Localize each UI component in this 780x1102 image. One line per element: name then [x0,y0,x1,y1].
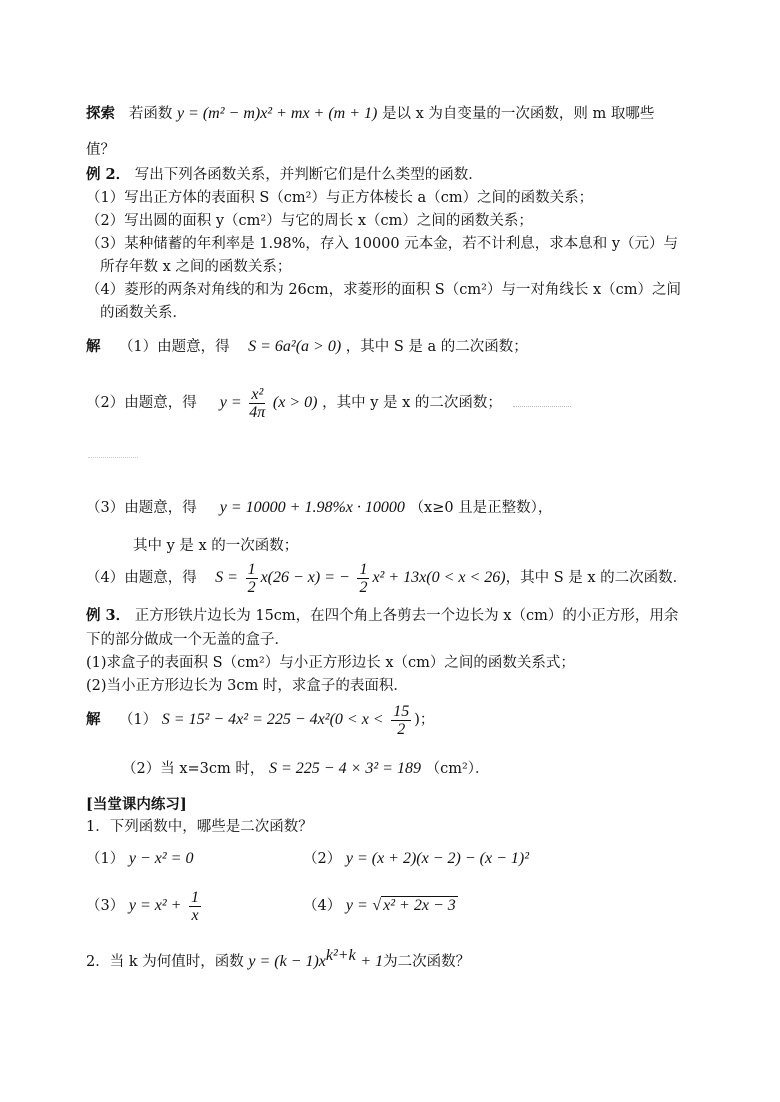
sol2-s4-tail: ，其中 S 是 x 的二次函数． [505,570,688,586]
practice-q2-a: 2．当 k 为何值时，函数 [86,953,244,970]
sol3-line1 [86,702,434,738]
option-4-formula: y = [345,897,368,914]
option-4 [303,896,458,916]
sol2-s3-cond: （x≥0 且是正整数）， [409,500,553,516]
sol2-s2-fraction [249,386,265,421]
sol2-s2-cond: (x > 0) [272,394,318,411]
ex2-intro: 写出下列各函数关系，并判断它们是什么类型的函数． [134,167,483,183]
practice-q2-exponent: k²+k [325,947,356,964]
sol2-s3-formula: y = 10000 + 1.98%x · 10000 [219,499,405,516]
practice-q2-c: 为二次函数？ [383,953,471,970]
option-3-num: 1 [191,888,200,906]
explore-line [86,104,654,124]
dotted-rule [88,457,138,458]
option-4-label: （4） [303,898,342,914]
ex3-line1 [86,606,678,626]
sol3-s1-num: 15 [393,702,410,720]
half-den-b: 2 [359,578,368,596]
half-num-b: 1 [359,560,368,578]
explore-formula: y = (m² − m)x² + mx + (m + 1) [176,105,378,122]
half-fraction-b [357,561,369,596]
practice-q2 [86,946,470,972]
option-3-formula: y = x² + [128,897,182,914]
sol2-s4-S: S = [215,569,238,586]
option-3-fraction [189,889,201,924]
practice-q2-formula: y = (k − 1)x [248,952,326,970]
explore-text-c: 值？ [86,142,115,158]
ex2-q3a: （3）某种储蓄的年利率是 1.98%，存入 10000 元本金，若不计利息，求本息和 y（元）与 [86,236,679,252]
option-1-label: （1） [86,851,125,867]
sol2-s1-tail: ，其中 S 是 a 的二次函数； [345,339,528,355]
ex3-l1: 正方形铁片边长为 15cm，在四个角上各剪去一个边长为 x（cm）的小正方形，用余 [134,608,679,624]
sol2-s2-y: y = [219,394,242,411]
sol3-s1-fraction [391,703,411,738]
sol3-s1-den: 2 [397,720,406,738]
sol2-line2 [86,385,571,421]
sol2-s4-mid: x(26 − x) = − [260,569,350,586]
option-1 [86,849,193,869]
ex3-q1: (1)求盒子的表面积 S（cm²）与小正方形边长 x（cm）之间的函数关系式； [86,655,575,671]
sqrt-sign: √ [372,897,382,914]
sol2-s1-formula: S = 6a²(a > 0) [248,338,342,355]
sol2-s2-tail: ，其中 y 是 x 的二次函数； [322,395,502,411]
sol2-line3 [86,498,552,518]
option-4-radicand: x² + 2x − 3 [383,897,456,914]
explore-text-a: 若函数 [128,106,173,122]
option-3-label: （3） [86,898,125,914]
ex2-q4a: （4）菱形的两条对角线的和为 26cm，求菱形的面积 S（cm²）与一对角线长 x（cm）之间 [86,282,682,298]
sol3-s1-formula: S = 15² − 4x² = 225 − 4x²(0 < x < [161,711,384,728]
sol3-s2-lead: （2）当 x=3cm 时， [122,761,265,777]
half-fraction-a [246,561,258,596]
explore-text-b: 是以 x 为自变量的一次函数，则 m 取哪些 [381,106,655,122]
practice-q2-b: + 1 [360,952,384,970]
sol2-s1-lead: （1）由题意，得 [118,339,230,355]
option-1-formula: y − x² = 0 [128,850,194,867]
sol2-s2-num: x² [249,386,265,404]
sol2-s3-tail: 其中 y 是 x 的一次函数； [133,538,299,554]
half-den-a: 2 [247,578,256,596]
ex3-label: 例 3． [86,607,131,624]
sol3-s2-formula: S = 225 − 4 × 3² = 189 [268,760,421,777]
ex2-heading [86,165,483,185]
sol3-line2 [122,759,490,779]
ex3-q2: (2)当小正方形边长为 3cm 时，求盒子的表面积． [86,678,408,694]
practice-title: [当堂课内练习] [86,796,187,813]
sol3-s2-tail: （cm²）． [425,761,490,777]
option-3-den: x [191,906,199,924]
practice-q1: 1．下列函数中，哪些是二次函数？ [86,819,313,835]
option-3 [86,888,204,924]
sol2-line4 [86,560,687,596]
ex3-l2: 下的部分做成一个无盖的盒子． [86,632,289,648]
sol3-label: 解 [86,711,101,728]
sol2-s2-den: 4π [249,403,266,421]
sol3-s1-close: )； [414,712,435,728]
ex2-q2: （2）写出圆的面积 y（cm²）与它的周长 x（cm）之间的函数关系； [86,213,533,229]
ex2-q1: （1）写出正方体的表面积 S（cm²）与正方体棱长 a（cm）之间的函数关系； [86,190,594,206]
dotted-filler [513,400,571,407]
option-2 [303,849,529,869]
sol2-s2-lead: （2）由题意，得 [86,395,197,411]
sol2-s4-lead: （4）由题意，得 [86,570,197,586]
sol2-s4-end: x² + 13x(0 < x < 26) [372,569,506,586]
half-num-a: 1 [247,560,256,578]
explore-label: 探索 [86,105,115,122]
option-2-label: （2） [303,851,342,867]
ex2-label: 例 2． [86,166,131,183]
option-2-formula: y = (x + 2)(x − 2) − (x − 1)² [345,850,529,867]
ex2-q4b: 的函数关系． [100,305,187,321]
sol3-s1-lead: （1） [118,712,158,728]
sol2-line1 [86,337,528,357]
sol2-s3-lead: （3）由题意，得 [86,500,197,516]
ex2-q3b: 所存年数 x 之间的函数关系； [100,259,292,275]
sol2-label: 解 [86,338,101,355]
